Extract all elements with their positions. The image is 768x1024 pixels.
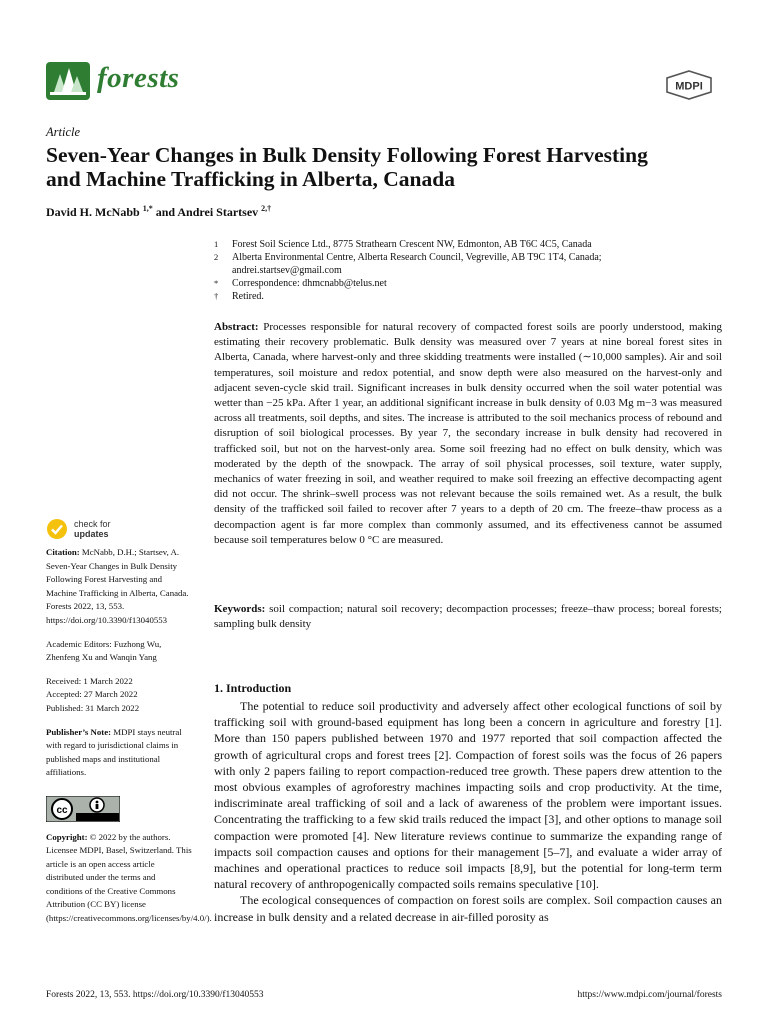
affiliation-text: Retired. <box>232 291 264 302</box>
affiliations <box>214 238 694 303</box>
cc-by-license-icon[interactable] <box>46 796 120 822</box>
copyright-text: © 2022 by the authors. Licensee MDPI, Basel, Switzerland. This article is an open access article distributed under the terms and conditions of the Creative Commons Attribution (CC BY) license (https://creativecommons.org/licenses/by/4.0/). <box>46 831 212 924</box>
check-updates-line1: check for <box>74 518 111 529</box>
introduction-body <box>214 698 722 925</box>
check-updates-line2: updates <box>74 528 109 539</box>
affiliation-row <box>214 251 694 277</box>
footer-citation[interactable]: Forests 2022, 13, 553. https://doi.org/10.3390/f13040553 <box>46 990 264 1000</box>
intro-paragraph: The potential to reduce soil productivity and adversely affect other ecological functions of soil by trafficking soil with ground-based equipment has long been a concern in agriculture and forestry [1]. More than 150 papers published between 1970 and 1977 reported that soil compaction affected the growth of agricultural crops and forest trees [2]. Compaction of forest soils was the focus of 26 papers with only 2 papers failing to report compaction-reduced tree growth. These papers drew attention to the most obvious examples of agroforestry machines impacting soils and crop productivity. At the time, indiscriminate areal trafficking of soil and a lack of awareness of the problem were important issues. Concentrating the trafficking to a few skid trails reduced the impact [3], and other options to manage soil compaction were promoted [4]. New literature reviews continue to summarize the expanding range of impacts soil compaction causes and options for their management [5–7], and evaluate a wider array of machines and operational practices to reduce soil impacts [8,9], but the potential for long-term term natural recovery of anthropogenically compacted soils remains speculative [10]. <box>214 699 722 892</box>
mdpi-logo <box>664 70 714 100</box>
intro-paragraph: The ecological consequences of compaction on forest soils are complex. Soil compaction causes an increase in bulk density and a related decrease in air-filled porosity as <box>214 893 722 924</box>
affiliation-mark: * <box>214 278 219 288</box>
publisher-note <box>46 726 194 780</box>
affiliation-row <box>214 238 694 251</box>
author-affiliation-mark: 2,† <box>261 204 272 213</box>
mdpi-logo-icon <box>664 70 714 100</box>
affiliation-text: Alberta Environmental Centre, Alberta Research Council, Vegreville, AB T9C 1T4, Canada; andrei.startsev@gmail.com <box>232 252 602 276</box>
author-conjunction: and <box>155 205 178 219</box>
citation-label: Citation: <box>46 547 80 557</box>
publisher-note-label: Publisher’s Note: <box>46 726 112 737</box>
publisher-note-text: MDPI stays neutral with regard to jurisdictional claims in published maps and institutional affiliations. <box>46 726 182 778</box>
accepted-date: Accepted: 27 March 2022 <box>46 689 138 700</box>
svg-text:cc: cc <box>56 804 68 816</box>
article-type: Article <box>46 125 81 139</box>
author-affiliation-mark: 1,* <box>142 204 153 213</box>
abstract <box>214 320 722 548</box>
article-title: Seven-Year Changes in Bulk Density Following Forest Harvesting and Machine Trafficking in Alberta, Canada <box>46 143 648 191</box>
published-date: Published: 31 March 2022 <box>46 702 140 713</box>
academic-editors: Academic Editors: Fuzhong Wu, Zhenfeng Xu and Wanqin Yang <box>46 638 162 663</box>
keywords <box>214 602 722 632</box>
affiliation-row <box>214 277 694 290</box>
affiliation-text: Forest Soil Science Ltd., 8775 Strathearn Crescent NW, Edmonton, AB T6C 4C5, Canada <box>232 239 592 250</box>
citation-block <box>46 546 194 628</box>
section-heading: 1. Introduction <box>214 681 292 695</box>
keywords-text: soil compaction; natural soil recovery; decompaction processes; freeze–thaw process; boreal forests; sampling bulk density <box>214 603 722 631</box>
check-for-updates-button[interactable] <box>46 518 194 540</box>
abstract-label: Abstract: <box>214 321 259 333</box>
publisher-name: MDPI <box>675 80 703 93</box>
page-footer <box>46 990 722 1000</box>
abstract-text: Processes responsible for natural recovery of compacted forest soils are poorly understood, making estimating their recovery problematic. Bulk density was measured over 7 years at nine boreal forest sites in Alberta, Canada, where harvest-only and three skidding treatments were installed (∼10,000 samples). Air and soil temperatures, soil moisture and redox potential, and snow depth were also measured on the harvest-only and adjacent seven-cycle skid trail. Significant increases in bulk density occurred when the soil water potential was wetter than −25 kPa. After 1 year, an additional significant increase in bulk density of 0.03 Mg m−3 was measured across all treatments, soil depths, and sites. The increase is attributed to the soil mechanics process of rebound and disruption of soil biological processes. By year 7, the secondary increase in bulk density had recovered in trafficked soil, but not on the harvest-only area. Some soil freezing had no effect on bulk density, which was moderated by the depth of the snowpack. The array of soil physical processes, soil texture, water supply, mechanics of water freezing in soil, and weather required to make soil freezing an effective decompacting agent did not occur. The shrink–swell process was not relevant because the soils remained wet. As a result, the bulk density of the trafficked soil failed to recover after 7 years to a depth of 20 cm. The freeze–thaw process as a decompaction agent is far more complex than commonly assumed, and its effectiveness cannot be assumed because soil temperatures below 0 °C are measured. <box>214 321 722 546</box>
journal-name: forests <box>97 62 180 94</box>
copyright-label: Copyright: <box>46 831 88 842</box>
copyright-block <box>46 831 212 926</box>
affiliation-mark: † <box>214 291 219 301</box>
keywords-label: Keywords: <box>214 603 266 615</box>
footer-journal-url[interactable]: https://www.mdpi.com/journal/forests <box>577 990 722 1000</box>
article-sidebar <box>46 518 212 936</box>
dates-block <box>46 675 194 716</box>
forests-logo-icon <box>46 62 90 100</box>
author-list <box>46 204 271 220</box>
affiliation-mark: 1 <box>214 239 219 249</box>
author-name[interactable]: Andrei Startsev <box>177 205 259 219</box>
affiliation-mark: 2 <box>214 252 219 262</box>
author-name[interactable]: David H. McNabb <box>46 205 140 219</box>
check-updates-icon <box>46 518 68 540</box>
received-date: Received: 1 March 2022 <box>46 675 133 686</box>
citation-text[interactable]: McNabb, D.H.; Startsev, A. Seven-Year Changes in Bulk Density Following Forest Harvesting and Machine Trafficking in Alberta, Canada. Forests 2022, 13, 553. https://doi.org/10.3390/f13040553 <box>46 547 189 625</box>
affiliation-row <box>214 290 694 303</box>
correspondence-text[interactable]: Correspondence: dhmcnabb@telus.net <box>232 278 387 289</box>
